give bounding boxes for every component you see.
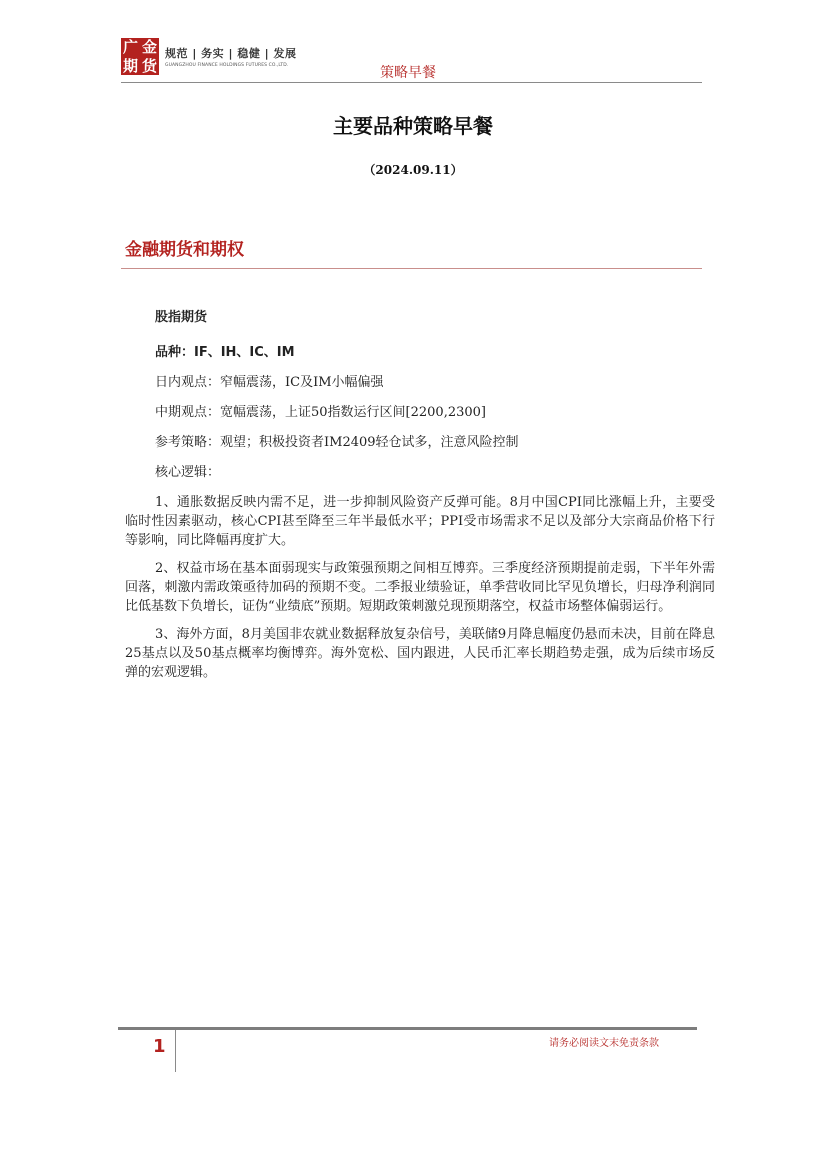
section-content [125,308,715,691]
disclaimer-notice: 请务必阅读文末免责条款 [549,1038,659,1049]
varieties-line: 品种：IF、IH、IC、IM [155,345,295,360]
footer-divider [118,1027,697,1030]
section-divider [121,268,702,269]
logo-char: 期 [122,56,138,75]
company-english-name: GUANGZHOU FINANCE HOLDINGS FUTURES CO.,LTD. [165,63,289,68]
logo-char: 金 [141,38,157,56]
page-number: 1 [153,1036,166,1057]
logic-paragraph-2: 2、权益市场在基本面弱现实与政策强预期之间相互博弈。三季度经济预期提前走弱，下半年外需回落，刺激内需政策亟待加码的预期不变。二季报业绩验证，单季营收同比罕见负增长，归母净利润同比低基数下负增长，证伪“业绩底”预期。短期政策刺激兑现预期落空，权益市场整体偏弱运行。 [125,561,715,614]
document-date: （2024.09.11） [363,163,463,177]
logo-char: 广 [122,38,138,56]
section-heading: 金融期货和期权 [125,240,244,260]
reference-strategy: 参考策略：观望；积极投资者IM2409轻仓试多，注意风险控制 [155,435,519,450]
footer-vertical-divider [175,1030,176,1072]
logo-char: 货 [141,56,157,75]
logic-paragraph-1: 1、通胀数据反映内需不足，进一步抑制风险资产反弹可能。8月中国CPI同比涨幅上升，主要受临时性因素驱动，核心CPI甚至降至三年半最低水平；PPI受市场需求不足以及部分大宗商品价格下行等影响，同比降幅再度扩大。 [125,495,715,548]
company-logo [121,38,159,75]
company-slogan: 规范 | 务实 | 稳健 | 发展 [165,47,297,60]
report-type-label: 策略早餐 [380,65,436,81]
intraday-view: 日内观点：窄幅震荡，IC及IM小幅偏强 [155,375,384,390]
midterm-view: 中期观点：宽幅震荡，上证50指数运行区间[2200,2300] [155,405,486,420]
header-divider [121,82,702,83]
core-logic-label: 核心逻辑： [155,465,221,480]
logic-paragraph-3: 3、海外方面，8月美国非农就业数据释放复杂信号，美联储9月降息幅度仍悬而未决，目前在降息25基点以及50基点概率均衡博弈。海外宽松、国内跟进，人民币汇率长期趋势走强，成为后续市场反弹的宏观逻辑。 [125,627,715,680]
document-title: 主要品种策略早餐 [333,114,493,138]
sub-title: 股指期货 [155,310,208,325]
